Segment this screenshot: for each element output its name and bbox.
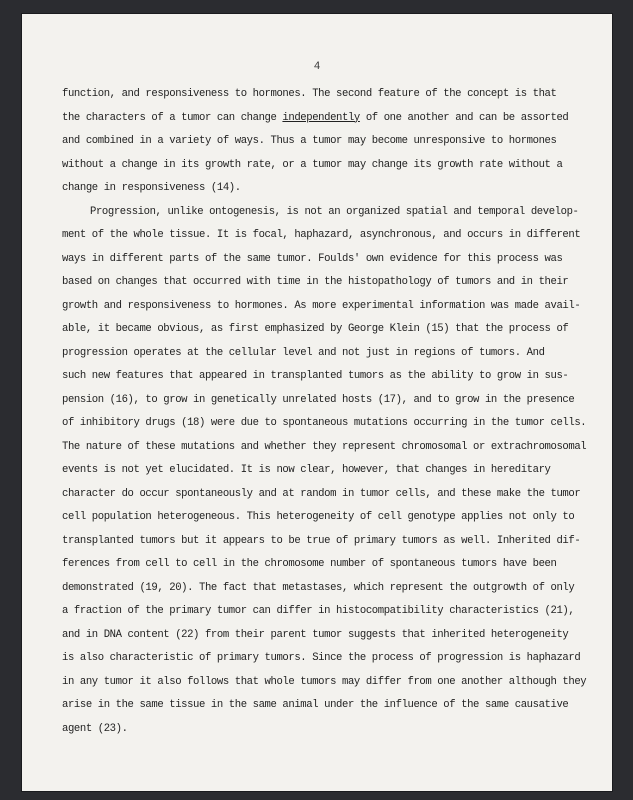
text-line: transplanted tumors but it appears to be true of primary tumors as well. Inherited dif- — [62, 534, 581, 547]
document-page — [22, 14, 612, 791]
text-line: progression operates at the cellular level and not just in regions of tumors. And — [62, 346, 545, 359]
text-line: cell population heterogeneous. This heterogeneity of cell genotype applies not only to — [62, 511, 575, 523]
text-line — [62, 112, 568, 125]
text-line: growth and responsiveness to hormones. As more experimental information was made avail- — [62, 299, 581, 312]
text-fragment: of one another and can be assorted — [359, 111, 569, 124]
text-line: able, it became obvious, as first emphasized by George Klein (15) that the process of — [62, 323, 569, 335]
text-line: arise in the same tissue in the same animal under the influence of the same causative — [62, 699, 569, 711]
text-line: The nature of these mutations and whether they represent chromosomal or extrachromosomal — [62, 440, 587, 453]
text-line: based on changes that occurred with time in the histopathology of tumors and in their — [62, 276, 569, 288]
text-line: ferences from cell to cell in the chromosome number of spontaneous tumors have been — [62, 558, 557, 570]
text-line: a fraction of the primary tumor can differ in histocompatibility characteristics (21), — [62, 605, 575, 617]
text-line: change in responsiveness (14). — [62, 182, 241, 194]
text-line: pension (16), to grow in genetically unrelated hosts (17), and to grow in the presence — [62, 393, 575, 406]
text-line: of inhibitory drugs (18) were due to spontaneous mutations occurring in the tumor cells. — [62, 417, 587, 429]
underlined-word: independently — [282, 111, 360, 124]
text-line: such new features that appeared in transplanted tumors as the ability to grow in sus- — [62, 370, 569, 382]
text-line: events is not yet elucidated. It is now clear, however, that changes in hereditary — [62, 464, 551, 476]
text-line: without a change in its growth rate, or a tumor may change its growth rate without a — [62, 158, 563, 171]
text-line: agent (23). — [62, 722, 128, 735]
text-line: ways in different parts of the same tumor. Foulds' own evidence for this process was — [62, 252, 563, 265]
text-line: ment of the whole tissue. It is focal, haphazard, asynchronous, and occurs in different — [62, 229, 581, 241]
text-line: is also characteristic of primary tumors. Since the process of progression is haphazard — [62, 652, 581, 664]
text-fragment: the characters of a tumor can change — [62, 111, 283, 124]
text-line: demonstrated (19, 20). The fact that metastases, which represent the outgrowth of only — [62, 581, 575, 594]
text-line: character do occur spontaneously and at random in tumor cells, and these make the tumor — [62, 487, 581, 500]
text-line: function, and responsiveness to hormones. The second feature of the concept is that — [62, 88, 557, 100]
page-number: 4 — [313, 61, 321, 73]
text-line: Progression, unlike ontogenesis, is not an organized spatial and temporal develop- — [90, 205, 579, 218]
text-line: and combined in a variety of ways. Thus a tumor may become unresponsive to hormones — [62, 135, 557, 147]
text-line: and in DNA content (22) from their parent tumor suggests that inherited heterogeneity — [62, 628, 569, 641]
text-line: in any tumor it also follows that whole tumors may differ from one another although they — [62, 675, 587, 688]
